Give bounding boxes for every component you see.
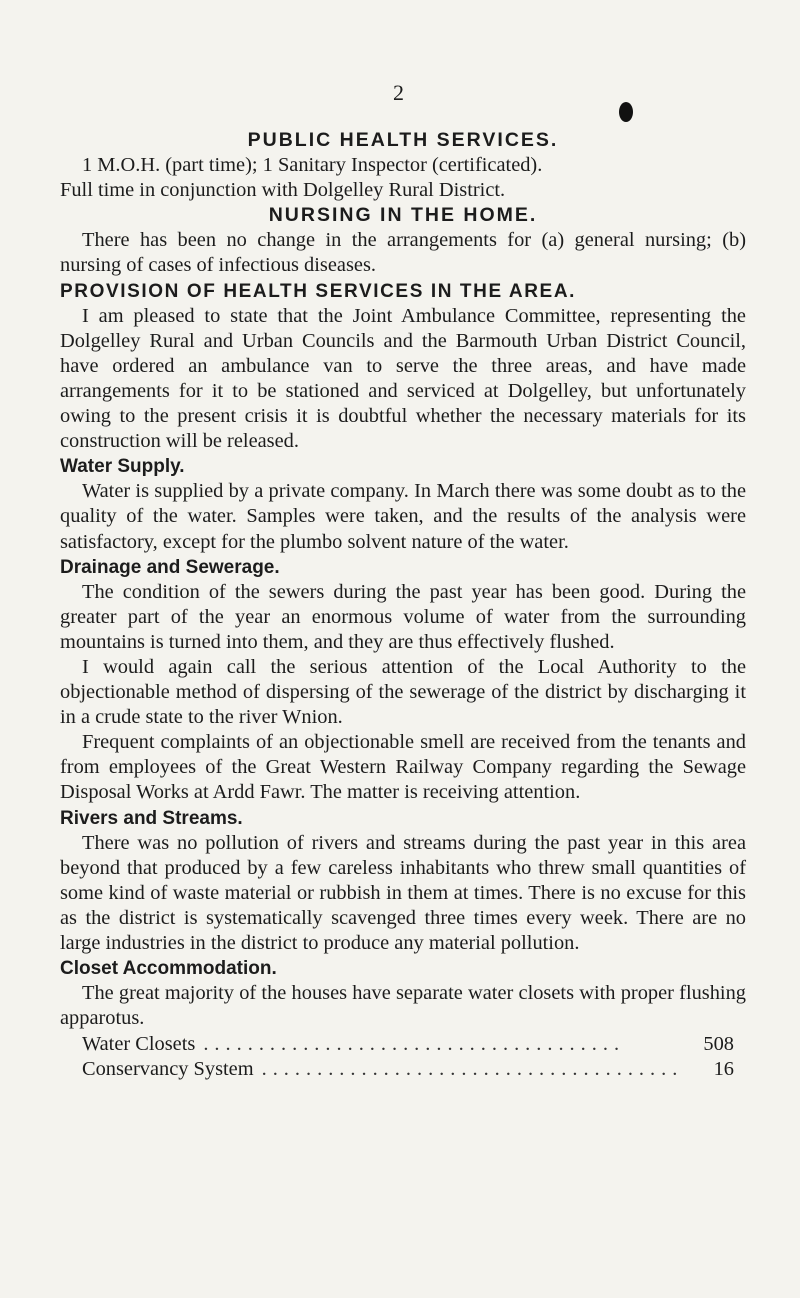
heading-drainage: Drainage and Sewerage. xyxy=(60,556,280,578)
heading-water-supply: Water Supply. xyxy=(60,456,185,478)
row-value: 508 xyxy=(703,1033,734,1056)
table-row xyxy=(60,1057,746,1082)
ink-blot xyxy=(619,102,633,122)
heading-rivers: Rivers and Streams. xyxy=(60,807,243,829)
heading-public-health: PUBLIC HEALTH SERVICES. xyxy=(247,129,559,151)
table-row xyxy=(60,1032,746,1057)
heading-closet: Closet Accommodation. xyxy=(60,958,277,980)
row-value: 16 xyxy=(713,1058,734,1081)
row-label: Conservancy System xyxy=(82,1058,254,1081)
drainage-paragraph-3: Frequent complaints of an objectionable smell are received from the tenants and from employees of the Great Western Railway Company regarding the Sewage Disposal Works at Ardd Fawr. The matter is receiving attention. xyxy=(60,731,746,804)
row-label: Water Closets xyxy=(82,1033,196,1056)
heading-nursing: NURSING IN THE HOME. xyxy=(268,204,538,227)
document-body xyxy=(60,128,746,1083)
drainage-paragraph-2: I would again call the serious attention of the Local Authority to the objectionable method of dispersing of the sewerage of the district by discharging it in a crude state to the river Wnion. xyxy=(60,655,746,729)
closet-paragraph: The great majority of the houses have separate water closets with proper flushing apparotus. xyxy=(60,982,746,1030)
public-health-line-2: Full time in conjunction with Dolgelley Rural District. xyxy=(60,179,506,202)
page-number: 2 xyxy=(393,80,404,105)
water-paragraph: Water is supplied by a private company. In March there was some doubt as to the quality of the water. Samples were taken, and the results of the analysis were satisfactory, except for the plumbo solvent nature of the water. xyxy=(60,480,746,553)
drainage-paragraph-1: The condition of the sewers during the past year has been good. During the greater part of the year an enormous volume of water from the surrounding mountains is turned into them, and they are thus effectively flushed. xyxy=(60,580,746,653)
closet-table xyxy=(60,1032,746,1082)
heading-provision: PROVISION OF HEALTH SERVICES IN THE AREA. xyxy=(60,280,577,302)
public-health-line-1: 1 M.O.H. (part time); 1 Sanitary Inspector (certificated). xyxy=(82,154,543,177)
dot-leader: ...................................... xyxy=(203,1033,626,1056)
nursing-paragraph: There has been no change in the arrangements for (a) general nursing; (b) nursing of cases of infectious diseases. xyxy=(60,229,746,277)
provision-paragraph: I am pleased to state that the Joint Ambulance Committee, representing the Dolgelley Rural and Urban Councils and the Barmouth Urban District Council, have ordered an ambulance van to serve the three areas, and have made arrangements for it to be stationed and serviced at Dolgelley, but unfortunately owing to the present crisis it is doubtful whether the necessary materials for its construction will be released. xyxy=(60,304,746,453)
dot-leader: ...................................... xyxy=(261,1058,684,1081)
rivers-paragraph: There was no pollution of rivers and streams during the past year in this area beyond that produced by a few careless inhabitants who threw small quantities of some kind of waste material or rubbish in them at times. There is no excuse for this as the district is systematically scavenged three times every week. There are no large industries in the district to produce any material pollution. xyxy=(60,831,746,954)
